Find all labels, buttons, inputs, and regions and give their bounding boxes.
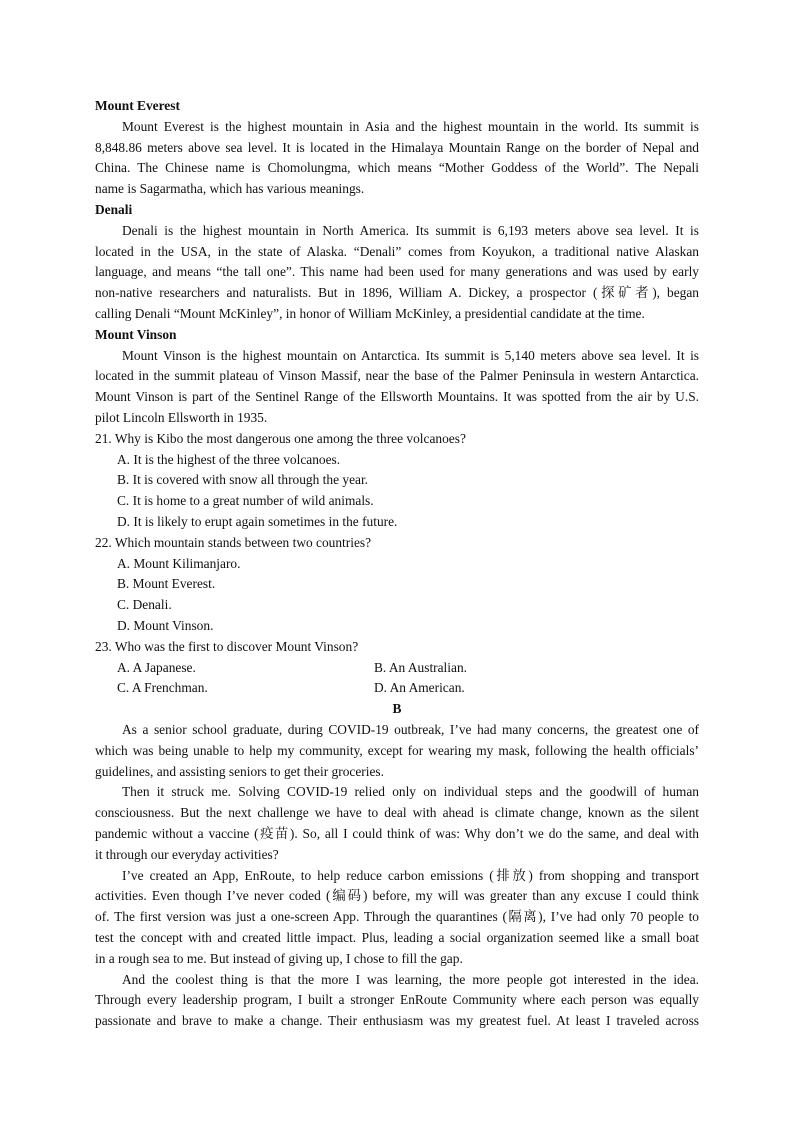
answer-option: B. It is covered with snow all through the year.	[117, 472, 369, 488]
paragraph-line: pilot Lincoln Ellsworth in 1935.	[95, 410, 268, 425]
paragraph-line: passionate and brave to make a change. Their enthusiasm was my greatest fuel. At least I traveled across	[95, 1013, 699, 1029]
paragraph-line: language, and means “the tall one”. This name had been used for many generations and was used by early	[95, 264, 699, 280]
paragraph-line: in a rough sea to me. But instead of giving up, I chose to fill the gap.	[95, 950, 463, 966]
answer-option: C. A Frenchman.	[117, 680, 208, 696]
paragraph-line: Denali is the highest mountain in North America. Its summit is 6,193 meters above sea level. It is	[122, 222, 699, 238]
paragraph-line: Then it struck me. Solving COVID-19 relied only on individual steps and the goodwill of human	[122, 784, 699, 800]
answer-option: A. It is the highest of the three volcanoes.	[117, 451, 341, 467]
paragraph-line: Mount Vinson is the highest mountain on Antarctica. Its summit is 5,140 meters above sea level. It is	[122, 347, 699, 363]
paragraph-line: And the coolest thing is that the more I was learning, the more people got interested in the idea.	[122, 971, 699, 987]
question-stem: 21. Why is Kibo the most dangerous one among the three volcanoes?	[95, 430, 466, 446]
paragraph-line: Through every leadership program, I built a stronger EnRoute Community where each person was equally	[95, 992, 699, 1008]
answer-option: D. An American.	[374, 680, 465, 696]
paragraph-line: located in the USA, in the state of Alaska. “Denali” comes from Koyukon, a traditional native Alaskan	[95, 243, 699, 259]
paragraph-line: located in the summit plateau of Vinson Massif, near the base of the Palmer Peninsula in western Antarctica.	[95, 368, 699, 384]
answer-option: B. Mount Everest.	[117, 576, 216, 592]
section-title: B	[392, 701, 402, 717]
section-heading: Mount Vinson	[95, 326, 177, 342]
answer-option: D. It is likely to erupt again sometimes in the future.	[117, 514, 398, 529]
paragraph-line: China. The Chinese name is Chomolungma, which means “Mother Goddess of the World”. The Nepali	[95, 160, 699, 176]
paragraph-line: Mount Vinson is part of the Sentinel Range of the Ellsworth Mountains. It was spotted from the air by U.S.	[95, 389, 699, 405]
section-heading: Mount Everest	[95, 98, 180, 113]
paragraph-line: non-native researchers and naturalists. But in 1896, William A. Dickey, a prospector (探矿者), began	[95, 285, 699, 301]
paragraph-line: calling Denali “Mount McKinley”, in honor of William McKinley, a presidential candidate at the time.	[95, 306, 645, 321]
paragraph-line: As a senior school graduate, during COVID-19 outbreak, I’ve had many concerns, the greatest one of	[122, 722, 699, 737]
paragraph-line: name is Sagarmatha, which has various meanings.	[95, 181, 365, 197]
paragraph-line: 8,848.86 meters above sea level. It is located in the Himalaya Mountain Range on the border of Nepal and	[95, 139, 699, 155]
paragraph-line: test the concept with and created little impact. Plus, leading a social organization seemed like a small boat	[95, 930, 699, 945]
paragraph-line: I’ve created an App, EnRoute, to help reduce carbon emissions (排放) from shopping and transport	[122, 867, 699, 883]
question-stem: 22. Which mountain stands between two countries?	[95, 534, 372, 550]
section-heading: Denali	[95, 202, 133, 217]
answer-option: D. Mount Vinson.	[117, 618, 214, 633]
paragraph-line: of. The first version was just a one-screen App. Through the quarantines (隔离), I’ve had only 70 people to	[95, 909, 699, 925]
answer-option: C. Denali.	[117, 597, 172, 613]
paragraph-line: Mount Everest is the highest mountain in Asia and the highest mountain in the world. Its summit is	[122, 118, 699, 134]
paragraph-line: pandemic without a vaccine (疫苗). So, all I could think of was: Why don’t we do the same, and deal with	[95, 826, 699, 841]
answer-option: B. An Australian.	[374, 659, 467, 675]
answer-option: A. Mount Kilimanjaro.	[117, 555, 241, 571]
question-stem: 23. Who was the first to discover Mount Vinson?	[95, 638, 359, 654]
paragraph-line: which was being unable to help my community, except for wearing my mask, following the health officials’	[95, 742, 699, 758]
paragraph-line: consciousness. But the next challenge we have to deal with ahead is climate change, known as the silent	[95, 805, 699, 821]
answer-option: C. It is home to a great number of wild animals.	[117, 493, 374, 509]
answer-option: A. A Japanese.	[117, 659, 196, 675]
paragraph-line: it through our everyday activities?	[95, 846, 279, 862]
paragraph-line: guidelines, and assisting seniors to get their groceries.	[95, 763, 384, 779]
paragraph-line: activities. Even though I’ve never coded (编码) before, my will was greater than any excuse I could think	[95, 888, 699, 904]
